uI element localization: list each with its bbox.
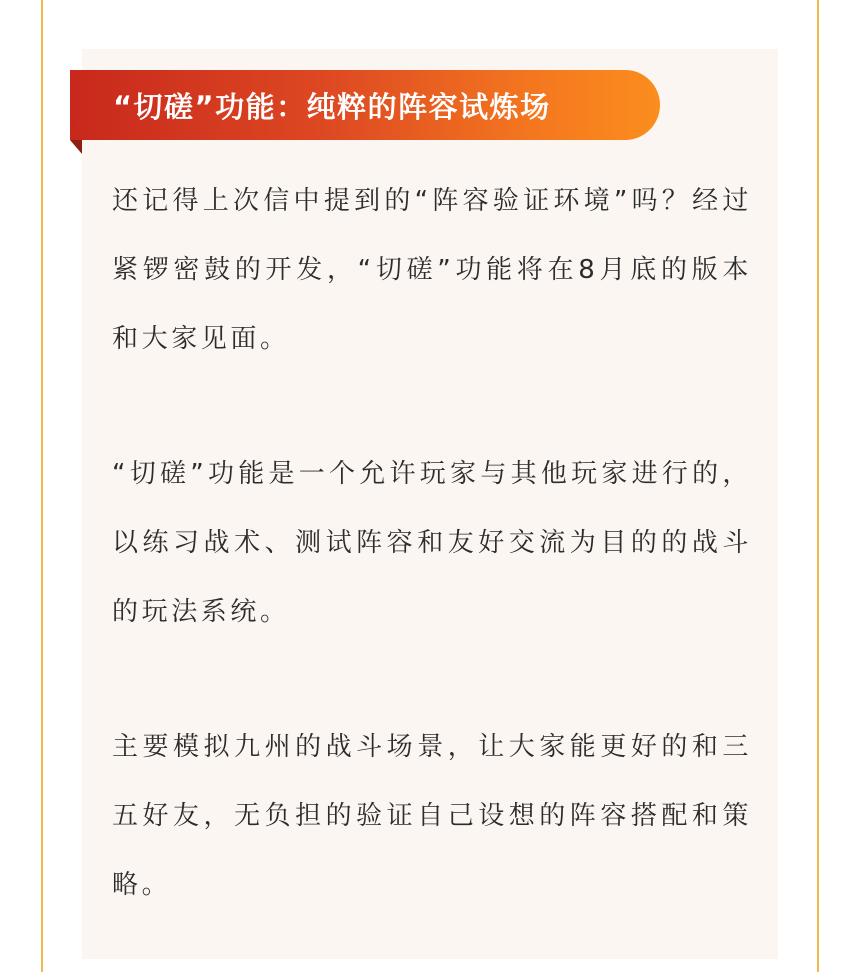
section-title: “切磋”功能：纯粹的阵容试炼场 [113, 89, 551, 124]
section-title-banner [70, 70, 660, 140]
paragraph-intro: 还记得上次信中提到的“阵容验证环境”吗？经过紧锣密鼓的开发，“切磋”功能将在8月底的版本和大家见面。 [112, 186, 752, 354]
right-border-line [817, 0, 819, 972]
paragraph-feature-purpose: 主要模拟九州的战斗场景，让大家能更好的和三五好友，无负担的验证自己设想的阵容搭配和策略。 [112, 732, 752, 900]
paragraph-feature-description: “切磋”功能是一个允许玩家与其他玩家进行的，以练习战术、测试阵容和友好交流为目的的战斗的玩法系统。 [112, 459, 752, 627]
left-border-line [41, 0, 43, 972]
banner-fold-decoration [70, 140, 82, 154]
